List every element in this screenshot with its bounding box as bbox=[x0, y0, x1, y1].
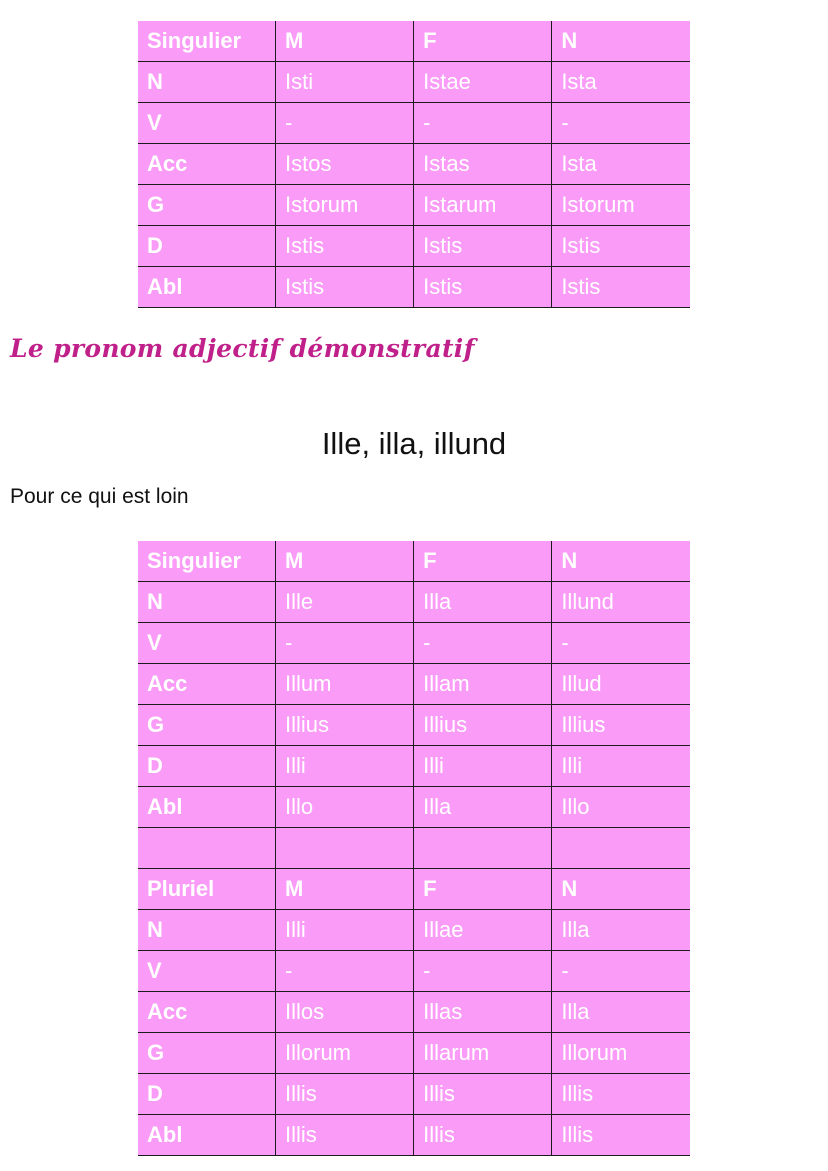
table-row bbox=[138, 910, 690, 951]
form-cell: Istis bbox=[552, 267, 690, 308]
form-cell: Illud bbox=[552, 664, 690, 705]
gender-header-cell: N bbox=[552, 869, 690, 910]
case-label-cell: G bbox=[138, 1033, 276, 1074]
gender-header-cell: F bbox=[414, 869, 552, 910]
form-cell: - bbox=[276, 623, 414, 664]
form-cell: Istis bbox=[276, 267, 414, 308]
case-label-cell: Acc bbox=[138, 144, 276, 185]
form-cell: Istorum bbox=[276, 185, 414, 226]
form-cell: Illas bbox=[414, 992, 552, 1033]
table-row bbox=[138, 62, 690, 103]
form-cell: Illius bbox=[552, 705, 690, 746]
form-cell bbox=[276, 828, 414, 869]
gender-header-cell: F bbox=[414, 21, 552, 62]
form-cell: - bbox=[414, 103, 552, 144]
form-cell: Illis bbox=[276, 1115, 414, 1156]
form-cell: - bbox=[552, 951, 690, 992]
form-cell: Ista bbox=[552, 144, 690, 185]
case-label-cell: Pluriel bbox=[138, 869, 276, 910]
form-cell: Istas bbox=[414, 144, 552, 185]
form-cell: Istarum bbox=[414, 185, 552, 226]
form-cell: Illo bbox=[276, 787, 414, 828]
case-label-cell: V bbox=[138, 103, 276, 144]
form-cell: Illa bbox=[552, 992, 690, 1033]
table-row bbox=[138, 582, 690, 623]
table-row bbox=[138, 869, 690, 910]
table-row bbox=[138, 267, 690, 308]
pronoun-forms-heading: Ille, illa, illund bbox=[321, 426, 507, 461]
form-cell: Illi bbox=[552, 746, 690, 787]
gender-header-cell: M bbox=[276, 541, 414, 582]
case-label-cell: Abl bbox=[138, 1115, 276, 1156]
case-label-cell: N bbox=[138, 582, 276, 623]
form-cell: Illi bbox=[276, 910, 414, 951]
form-cell: Istis bbox=[414, 267, 552, 308]
form-cell: - bbox=[552, 623, 690, 664]
form-cell: Illa bbox=[414, 787, 552, 828]
form-cell: Illorum bbox=[276, 1033, 414, 1074]
form-cell: Illarum bbox=[414, 1033, 552, 1074]
case-label-cell: G bbox=[138, 185, 276, 226]
form-cell: Illos bbox=[276, 992, 414, 1033]
case-label-cell: Abl bbox=[138, 267, 276, 308]
gender-header-cell: M bbox=[276, 869, 414, 910]
form-cell bbox=[414, 828, 552, 869]
form-cell: Illorum bbox=[552, 1033, 690, 1074]
gender-header-cell: F bbox=[414, 541, 552, 582]
case-label-cell: Abl bbox=[138, 787, 276, 828]
form-cell: Istis bbox=[276, 226, 414, 267]
form-cell: - bbox=[276, 103, 414, 144]
gender-header-cell: N bbox=[552, 21, 690, 62]
case-label-cell bbox=[138, 828, 276, 869]
form-cell: Illae bbox=[414, 910, 552, 951]
form-cell: - bbox=[414, 951, 552, 992]
table-row bbox=[138, 1115, 690, 1156]
form-cell: - bbox=[414, 623, 552, 664]
form-cell: - bbox=[276, 951, 414, 992]
table-row bbox=[138, 623, 690, 664]
table-row bbox=[138, 144, 690, 185]
form-cell: Istae bbox=[414, 62, 552, 103]
table-row bbox=[138, 664, 690, 705]
table-row bbox=[138, 1074, 690, 1115]
case-label-cell: N bbox=[138, 62, 276, 103]
gender-header-cell: M bbox=[276, 21, 414, 62]
form-cell: Ista bbox=[552, 62, 690, 103]
section-title: Le pronom adjectif démonstratif bbox=[10, 334, 475, 363]
case-label-cell: V bbox=[138, 623, 276, 664]
table-row bbox=[138, 787, 690, 828]
case-label-cell: Singulier bbox=[138, 541, 276, 582]
form-cell: Illi bbox=[414, 746, 552, 787]
form-cell: Istis bbox=[414, 226, 552, 267]
case-label-cell: N bbox=[138, 910, 276, 951]
table-row bbox=[138, 226, 690, 267]
declension-table-ille bbox=[138, 541, 690, 1156]
case-label-cell: Acc bbox=[138, 664, 276, 705]
declension-table-istae bbox=[138, 21, 690, 308]
case-label-cell: D bbox=[138, 226, 276, 267]
table-row bbox=[138, 746, 690, 787]
form-cell: Illis bbox=[414, 1115, 552, 1156]
form-cell bbox=[552, 828, 690, 869]
table-row bbox=[138, 992, 690, 1033]
table-row bbox=[138, 828, 690, 869]
form-cell: Illi bbox=[276, 746, 414, 787]
form-cell: Illa bbox=[414, 582, 552, 623]
form-cell: Illa bbox=[552, 910, 690, 951]
case-label-cell: Acc bbox=[138, 992, 276, 1033]
table-row bbox=[138, 705, 690, 746]
table-row bbox=[138, 185, 690, 226]
form-cell: Illam bbox=[414, 664, 552, 705]
form-cell: Illis bbox=[414, 1074, 552, 1115]
case-label-cell: D bbox=[138, 1074, 276, 1115]
form-cell: Istis bbox=[552, 226, 690, 267]
form-cell: Illis bbox=[552, 1115, 690, 1156]
form-cell: Istos bbox=[276, 144, 414, 185]
table-row bbox=[138, 541, 690, 582]
form-cell: Ille bbox=[276, 582, 414, 623]
form-cell: Illius bbox=[276, 705, 414, 746]
case-label-cell: D bbox=[138, 746, 276, 787]
form-cell: Istorum bbox=[552, 185, 690, 226]
gender-header-cell: N bbox=[552, 541, 690, 582]
form-cell: - bbox=[552, 103, 690, 144]
case-label-cell: G bbox=[138, 705, 276, 746]
form-cell: Illo bbox=[552, 787, 690, 828]
form-cell: Illis bbox=[276, 1074, 414, 1115]
form-cell: Illius bbox=[414, 705, 552, 746]
form-cell: Illis bbox=[552, 1074, 690, 1115]
table-row bbox=[138, 103, 690, 144]
form-cell: Illund bbox=[552, 582, 690, 623]
table-row bbox=[138, 21, 690, 62]
case-label-cell: V bbox=[138, 951, 276, 992]
form-cell: Isti bbox=[276, 62, 414, 103]
form-cell: Illum bbox=[276, 664, 414, 705]
usage-note: Pour ce qui est loin bbox=[10, 485, 189, 508]
table-row bbox=[138, 951, 690, 992]
table-row bbox=[138, 1033, 690, 1074]
case-label-cell: Singulier bbox=[138, 21, 276, 62]
